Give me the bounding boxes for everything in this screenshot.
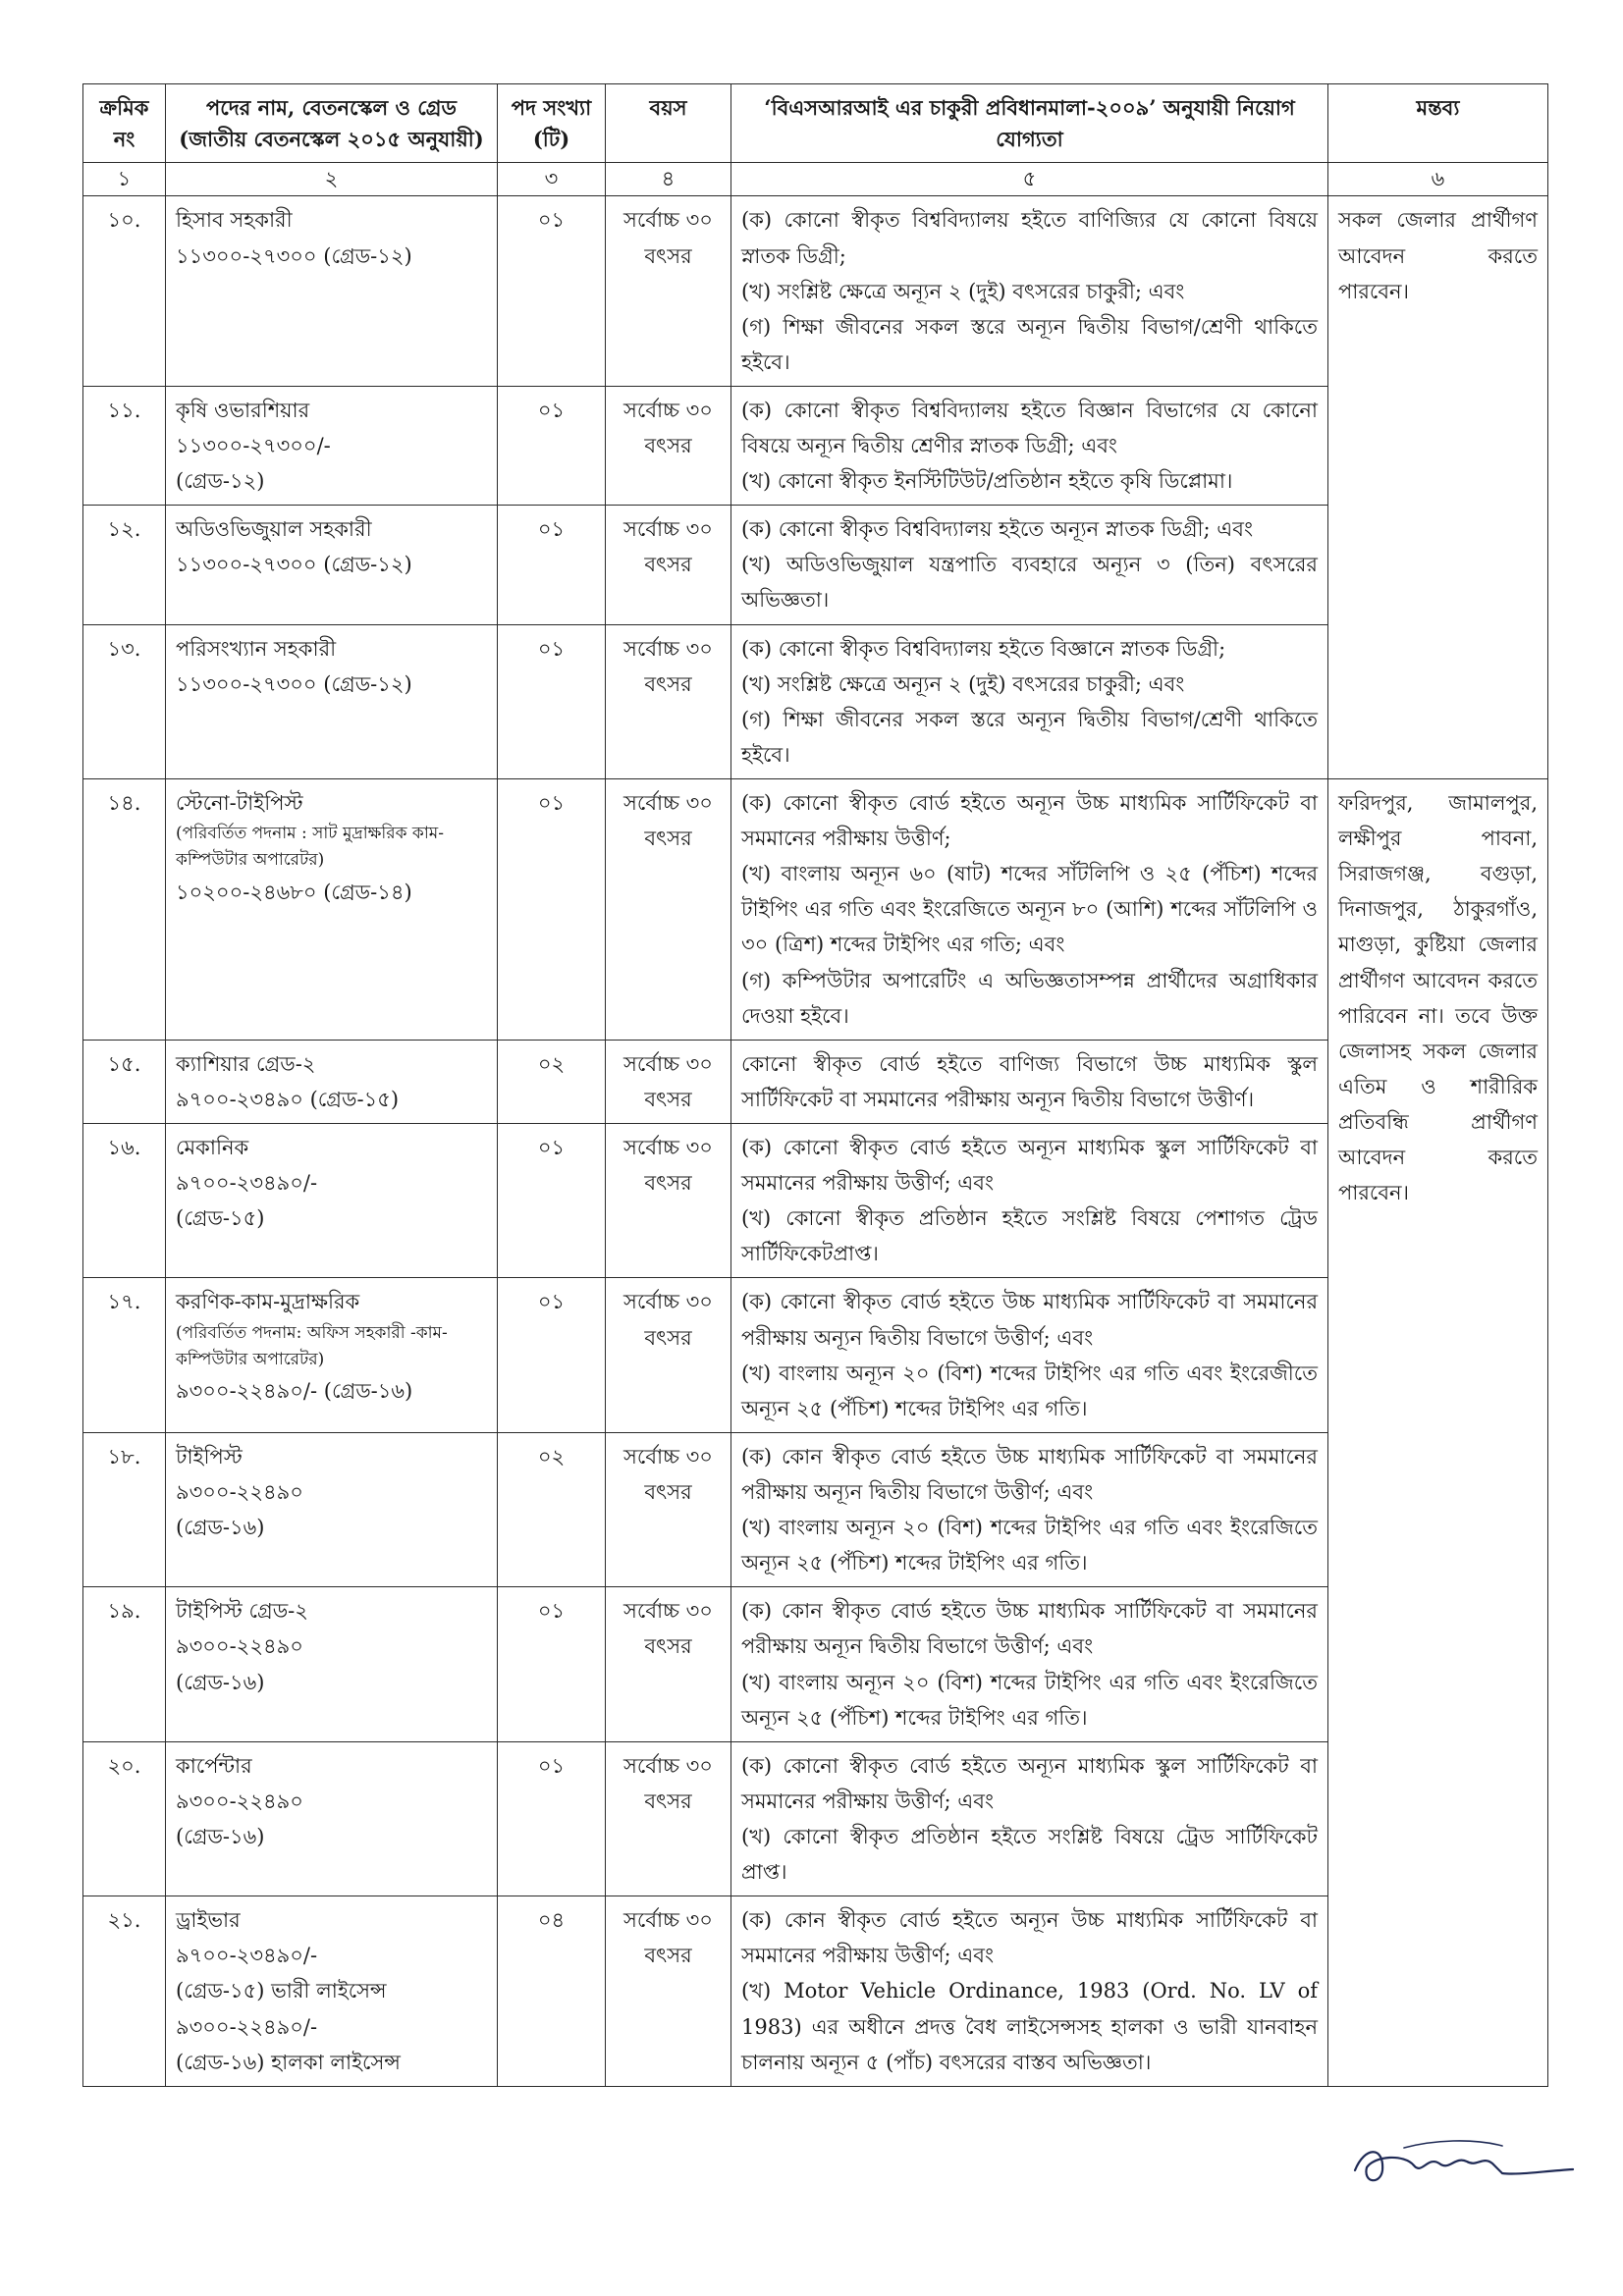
column-number: ৬ bbox=[1328, 163, 1548, 196]
serial-cell: ১৫. bbox=[83, 1040, 166, 1123]
post-pay-scale: ১০২০০-২৪৬৮০ (গ্রেড-১৪) bbox=[176, 880, 412, 904]
serial-cell: ১৯. bbox=[83, 1587, 166, 1741]
qualification-item: (ক) কোনো স্বীকৃত বোর্ড হইতে অন্যূন মাধ্যমিক স্কুল সার্টিফিকেট বা সমমানের পরীক্ষায় উত্তীর্ণ; এবং bbox=[741, 1753, 1318, 1813]
qualification-cell bbox=[731, 1587, 1328, 1741]
serial-cell: ১২. bbox=[83, 506, 166, 624]
post-line: হিসাব সহকারী bbox=[176, 208, 293, 233]
qualification-item: (খ) বাংলায় অন্যূন ৬০ (ষাট) শব্দের সাঁটলিপি ও ২৫ (পঁচিশ) শব্দের টাইপিং এর গতি এবং ইংরেজিতে অন্যূন ৮০ (আশি) শব্দের সাঁটলিপি ও ৩০ (ত্রিশ) শব্দের টাইপিং এর গতি; এবং bbox=[741, 862, 1318, 957]
post-line: অডিওভিজুয়াল সহকারী bbox=[176, 517, 372, 542]
post-line: করণিক-কাম-মুদ্রাক্ষরিক bbox=[176, 1290, 360, 1314]
qualification-cell bbox=[731, 196, 1328, 387]
post-line: ৯৩০০-২২৪৯০ bbox=[176, 1634, 303, 1659]
recruitment-table bbox=[82, 83, 1548, 2087]
post-line: ১১৩০০-২৭৩০০/- bbox=[176, 434, 331, 458]
post-line: ১১৩০০-২৭৩০০ (গ্রেড-১২) bbox=[176, 243, 412, 268]
post-line: টাইপিস্ট গ্রেড-২ bbox=[176, 1599, 308, 1624]
qualification-cell bbox=[731, 1896, 1328, 2087]
age-cell: সর্বোচ্চ ৩০ বৎসর bbox=[606, 624, 731, 778]
qualification-item: (ক) কোনো স্বীকৃত বোর্ড হইতে অন্যূন উচ্চ মাধ্যমিক সার্টিফিকেট বা সমমানের পরীক্ষায় উত্তীর্ণ; bbox=[741, 791, 1318, 851]
header-post: পদের নাম, বেতনস্কেল ও গ্রেড (জাতীয় বেতনস্কেল ২০১৫ অনুযায়ী) bbox=[166, 84, 498, 163]
post-line: (গ্রেড-১৫) bbox=[176, 1206, 265, 1231]
post-line: ক্যাশিয়ার গ্রেড-২ bbox=[176, 1051, 316, 1076]
post-line: (গ্রেড-১৫) ভারী লাইসেন্স bbox=[176, 1979, 387, 2003]
qualification-item: (খ) কোনো স্বীকৃত প্রতিষ্ঠান হইতে সংশ্লিষ্ট বিষয়ে পেশাগত ট্রেড সার্টিফিকেটপ্রাপ্ত। bbox=[741, 1206, 1318, 1266]
qualification-cell bbox=[731, 386, 1328, 505]
quantity-cell: ০২ bbox=[498, 1040, 606, 1123]
post-line: ৯৭০০-২৩৪৯০ (গ্রেড-১৫) bbox=[176, 1087, 400, 1111]
column-number: ২ bbox=[166, 163, 498, 196]
serial-cell: ১৩. bbox=[83, 624, 166, 778]
column-number: ৩ bbox=[498, 163, 606, 196]
post-pay-scale: ৯৩০০-২২৪৯০/- (গ্রেড-১৬) bbox=[176, 1378, 413, 1403]
post-line: টাইপিস্ট bbox=[176, 1444, 243, 1468]
post-renamed-note: (পরিবর্তিত পদনাম: অফিস সহকারী -কাম-কম্পিউটার অপারেটর) bbox=[176, 1322, 448, 1369]
column-number: ৫ bbox=[731, 163, 1328, 196]
header-serial: ক্রমিক নং bbox=[83, 84, 166, 163]
header-remarks: মন্তব্য bbox=[1328, 84, 1548, 163]
post-cell bbox=[166, 1040, 498, 1123]
remarks-cell: সকল জেলার প্রার্থীগণ আবেদন করতে পারবেন। bbox=[1328, 196, 1548, 779]
qualification-item: (ক) কোন স্বীকৃত বোর্ড হইতে অন্যূন উচ্চ মাধ্যমিক সার্টিফিকেট বা সমমানের পরীক্ষায় উত্তীর্ণ; এবং bbox=[741, 1908, 1318, 1968]
qualification-cell bbox=[731, 779, 1328, 1041]
qualification-item: (গ) শিক্ষা জীবনের সকল স্তরে অন্যূন দ্বিতীয় বিভাগ/শ্রেণী থাকিতে হইবে। bbox=[741, 314, 1318, 374]
age-cell: সর্বোচ্চ ৩০ বৎসর bbox=[606, 196, 731, 387]
table-row bbox=[83, 196, 1548, 387]
age-cell: সর্বোচ্চ ৩০ বৎসর bbox=[606, 1432, 731, 1586]
header-qualification: ‘বিএসআরআই এর চাকুরী প্রবিধানমালা-২০০৯’ অনুযায়ী নিয়োগ যোগ্যতা bbox=[731, 84, 1328, 163]
qualification-item: কোনো স্বীকৃত বোর্ড হইতে বাণিজ্য বিভাগে উচ্চ মাধ্যমিক স্কুল সার্টিফিকেট বা সমমানের পরীক্ষায় অন্যূন দ্বিতীয় বিভাগে উত্তীর্ণ। bbox=[741, 1051, 1318, 1111]
post-line: মেকানিক bbox=[176, 1136, 249, 1160]
post-line: (গ্রেড-১৬) bbox=[176, 1516, 265, 1540]
post-line: স্টেনো-টাইপিস্ট bbox=[176, 791, 303, 816]
post-cell bbox=[166, 506, 498, 624]
age-cell: সর্বোচ্চ ৩০ বৎসর bbox=[606, 1587, 731, 1741]
serial-cell: ১১. bbox=[83, 386, 166, 505]
qualification-item: (ক) কোন স্বীকৃত বোর্ড হইতে উচ্চ মাধ্যমিক সার্টিফিকেট বা সমমানের পরীক্ষায় অন্যূন দ্বিতীয় বিভাগে উত্তীর্ণ; এবং bbox=[741, 1444, 1318, 1504]
qualification-cell bbox=[731, 506, 1328, 624]
qualification-item: (খ) কোনো স্বীকৃত প্রতিষ্ঠান হইতে সংশ্লিষ্ট বিষয়ে ট্রেড সার্টিফিকেট প্রাপ্ত। bbox=[741, 1824, 1318, 1885]
post-line: কৃষি ওভারশিয়ার bbox=[176, 398, 310, 422]
post-cell bbox=[166, 624, 498, 778]
quantity-cell: ০১ bbox=[498, 779, 606, 1041]
post-line: পরিসংখ্যান সহকারী bbox=[176, 636, 337, 661]
post-line: ১১৩০০-২৭৩০০ (গ্রেড-১২) bbox=[176, 671, 412, 696]
serial-cell: ১৭. bbox=[83, 1278, 166, 1432]
post-cell bbox=[166, 1741, 498, 1896]
age-cell: সর্বোচ্চ ৩০ বৎসর bbox=[606, 1124, 731, 1278]
qualification-item: (খ) কোনো স্বীকৃত ইনস্টিটিউট/প্রতিষ্ঠান হইতে কৃষি ডিপ্লোমা। bbox=[741, 469, 1233, 494]
qualification-item: (ক) কোনো স্বীকৃত বিশ্ববিদ্যালয় হইতে বাণিজ্যির যে কোনো বিষয়ে স্নাতক ডিগ্রী; bbox=[741, 208, 1318, 268]
age-cell: সর্বোচ্চ ৩০ বৎসর bbox=[606, 1278, 731, 1432]
post-cell bbox=[166, 1124, 498, 1278]
qualification-item: (খ) বাংলায় অন্যূন ২০ (বিশ) শব্দের টাইপিং এর গতি এবং ইংরেজিতে অন্যূন ২৫ (পঁচিশ) শব্দের টাইপিং এর গতি। bbox=[741, 1670, 1318, 1730]
qualification-item: (খ) Motor Vehicle Ordinance, 1983 (Ord. No. LV of 1983) এর অধীনে প্রদত্ত বৈধ লাইসেন্সসহ হালকা ও ভারী যানবাহন চালনায় অন্যূন ৫ (পাঁচ) বৎসরের বাস্তব অভিজ্ঞতা। bbox=[741, 1979, 1318, 2074]
post-cell bbox=[166, 1896, 498, 2087]
post-line: কার্পেন্টার bbox=[176, 1753, 252, 1778]
qualification-item: (খ) সংশ্লিষ্ট ক্ষেত্রে অন্যূন ২ (দুই) বৎসরের চাকুরী; এবং bbox=[741, 671, 1185, 696]
post-line: (গ্রেড-১৬) bbox=[176, 1670, 265, 1694]
header-row bbox=[83, 84, 1548, 163]
serial-cell: ১৬. bbox=[83, 1124, 166, 1278]
qualification-item: (গ) কম্পিউটার অপারেটিং এ অভিজ্ঞতাসম্পন্ন প্রার্থীদের অগ্রাধিকার দেওয়া হইবে। bbox=[741, 968, 1318, 1028]
qualification-item: (ক) কোনো স্বীকৃত বোর্ড হইতে উচ্চ মাধ্যমিক সার্টিফিকেট বা সমমানের পরীক্ষায় অন্যূন দ্বিতীয় বিভাগে উত্তীর্ণ; এবং bbox=[741, 1290, 1318, 1350]
post-cell bbox=[166, 196, 498, 387]
remarks-cell: ফরিদপুর, জামালপুর, লক্ষীপুর পাবনা, সিরাজগঞ্জ, বগুড়া, দিনাজপুর, ঠাকুরগাঁও, মাগুড়া, কুষ্টিয়া জেলার প্রার্থীগণ আবেদন করতে পারিবেন না। তবে উক্ত জেলাসহ সকল জেলার এতিম ও শারীরিক প্রতিবন্ধি প্রার্থীগণ আবেদন করতে পারবেন। bbox=[1328, 779, 1548, 2087]
qualification-cell bbox=[731, 1040, 1328, 1123]
post-line: ৯৩০০-২২৪৯০ bbox=[176, 1789, 303, 1813]
post-cell bbox=[166, 1587, 498, 1741]
qualification-item: (গ) শিক্ষা জীবনের সকল স্তরে অন্যূন দ্বিতীয় বিভাগ/শ্রেণী থাকিতে হইবে। bbox=[741, 707, 1318, 767]
quantity-cell: ০১ bbox=[498, 1587, 606, 1741]
qualification-item: (ক) কোনো স্বীকৃত বোর্ড হইতে অন্যূন মাধ্যমিক স্কুল সার্টিফিকেট বা সমমানের পরীক্ষায় উত্তীর্ণ; এবং bbox=[741, 1136, 1318, 1196]
quantity-cell: ০১ bbox=[498, 624, 606, 778]
header-quantity: পদ সংখ্যা (টি) bbox=[498, 84, 606, 163]
quantity-cell: ০৪ bbox=[498, 1896, 606, 2087]
signature-mark bbox=[1345, 2126, 1581, 2205]
post-line: ৯৭০০-২৩৪৯০/- bbox=[176, 1944, 318, 1968]
quantity-cell: ০১ bbox=[498, 1741, 606, 1896]
qualification-item: (ক) কোনো স্বীকৃত বিশ্ববিদ্যালয় হইতে অন্যূন স্নাতক ডিগ্রী; এবং bbox=[741, 517, 1254, 542]
age-cell: সর্বোচ্চ ৩০ বৎসর bbox=[606, 1040, 731, 1123]
serial-cell: ২১. bbox=[83, 1896, 166, 2087]
qualification-item: (ক) কোনো স্বীকৃত বিশ্ববিদ্যালয় হইতে বিজ্ঞান বিভাগের যে কোনো বিষয়ে অন্যূন দ্বিতীয় শ্রেণীর স্নাতক ডিগ্রী; এবং bbox=[741, 398, 1318, 458]
qualification-cell bbox=[731, 1741, 1328, 1896]
age-cell: সর্বোচ্চ ৩০ বৎসর bbox=[606, 506, 731, 624]
qualification-item: (খ) বাংলায় অন্যূন ২০ (বিশ) শব্দের টাইপিং এর গতি এবং ইংরেজিতে অন্যূন ২৫ (পঁচিশ) শব্দের টাইপিং এর গতি। bbox=[741, 1516, 1318, 1575]
qualification-cell bbox=[731, 1124, 1328, 1278]
quantity-cell: ০১ bbox=[498, 1278, 606, 1432]
age-cell: সর্বোচ্চ ৩০ বৎসর bbox=[606, 779, 731, 1041]
header-age: বয়স bbox=[606, 84, 731, 163]
age-cell: সর্বোচ্চ ৩০ বৎসর bbox=[606, 1741, 731, 1896]
age-cell: সর্বোচ্চ ৩০ বৎসর bbox=[606, 386, 731, 505]
table-body bbox=[83, 196, 1548, 2086]
quantity-cell: ০১ bbox=[498, 1124, 606, 1278]
post-line: ড্রাইভার bbox=[176, 1908, 241, 1933]
quantity-cell: ০২ bbox=[498, 1432, 606, 1586]
serial-cell: ১৮. bbox=[83, 1432, 166, 1586]
qualification-item: (ক) কোনো স্বীকৃত বিশ্ববিদ্যালয় হইতে বিজ্ঞানে স্নাতক ডিগ্রী; bbox=[741, 636, 1226, 661]
qualification-item: (খ) বাংলায় অন্যূন ২০ (বিশ) শব্দের টাইপিং এর গতি এবং ইংরেজীতে অন্যূন ২৫ (পঁচিশ) শব্দের টাইপিং এর গতি। bbox=[741, 1361, 1318, 1420]
qualification-cell bbox=[731, 624, 1328, 778]
post-line: (গ্রেড-১৬) হালকা লাইসেন্স bbox=[176, 2050, 401, 2074]
post-cell bbox=[166, 386, 498, 505]
qualification-item: (খ) অডিওভিজুয়াল যন্ত্রপাতি ব্যবহারে অন্যূন ৩ (তিন) বৎসরের অভিজ্ঞতা। bbox=[741, 553, 1318, 613]
serial-cell: ১০. bbox=[83, 196, 166, 387]
post-line: (গ্রেড-১২) bbox=[176, 469, 265, 494]
qualification-item: (ক) কোন স্বীকৃত বোর্ড হইতে উচ্চ মাধ্যমিক সার্টিফিকেট বা সমমানের পরীক্ষায় অন্যূন দ্বিতীয় বিভাগে উত্তীর্ণ; এবং bbox=[741, 1599, 1318, 1659]
quantity-cell: ০১ bbox=[498, 506, 606, 624]
document-page bbox=[82, 83, 1547, 2087]
column-number: ১ bbox=[83, 163, 166, 196]
quantity-cell: ০১ bbox=[498, 196, 606, 387]
column-number: ৪ bbox=[606, 163, 731, 196]
post-cell bbox=[166, 1432, 498, 1586]
age-cell: সর্বোচ্চ ৩০ বৎসর bbox=[606, 1896, 731, 2087]
qualification-cell bbox=[731, 1278, 1328, 1432]
post-cell bbox=[166, 779, 498, 1041]
post-line: ৯৩০০-২২৪৯০ bbox=[176, 1480, 303, 1504]
post-line: ১১৩০০-২৭৩০০ (গ্রেড-১২) bbox=[176, 553, 412, 577]
serial-cell: ২০. bbox=[83, 1741, 166, 1896]
serial-cell: ১৪. bbox=[83, 779, 166, 1041]
qualification-cell bbox=[731, 1432, 1328, 1586]
post-line: (গ্রেড-১৬) bbox=[176, 1824, 265, 1848]
post-line: ৯৭০০-২৩৪৯০/- bbox=[176, 1171, 318, 1196]
post-cell bbox=[166, 1278, 498, 1432]
post-renamed-note: (পরিবর্তিত পদনাম : সাট মুদ্রাক্ষরিক কাম-কম্পিউটার অপারেটর) bbox=[176, 824, 444, 871]
post-line: ৯৩০০-২২৪৯০/- bbox=[176, 2014, 318, 2039]
table-row bbox=[83, 779, 1548, 1041]
column-number-row bbox=[83, 163, 1548, 196]
qualification-item: (খ) সংশ্লিষ্ট ক্ষেত্রে অন্যূন ২ (দুই) বৎসরের চাকুরী; এবং bbox=[741, 279, 1185, 303]
quantity-cell: ০১ bbox=[498, 386, 606, 505]
